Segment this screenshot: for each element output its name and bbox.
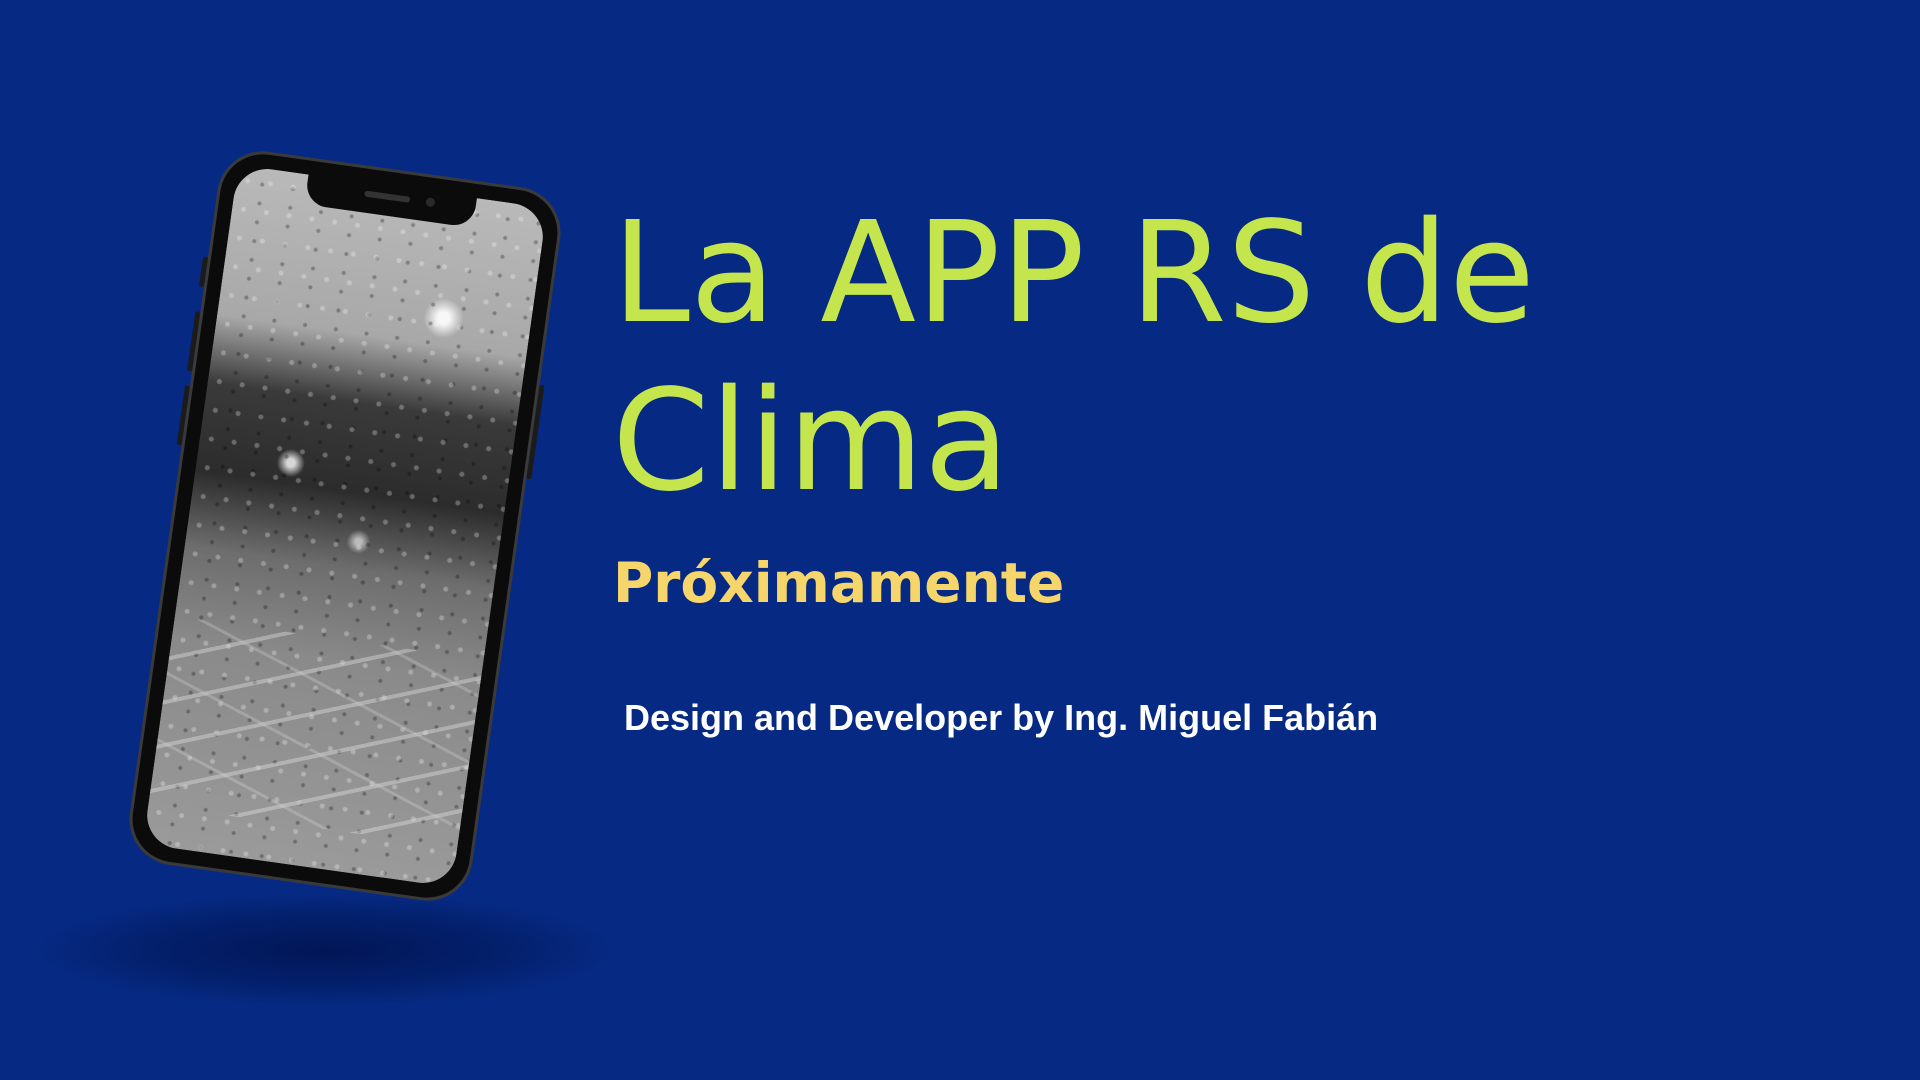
slide-subtitle: Próximamente [613,551,1065,615]
phone-mute-switch [199,257,208,287]
camera-icon [425,197,435,207]
phone-volume-up [187,311,200,371]
smartphone-icon [124,145,567,906]
phone-illustration [150,150,590,900]
slide-title: La APP RS de Clima [612,192,1536,523]
credit-line: Design and Developer by Ing. Miguel Fabián [624,697,1379,738]
phone-power-button [526,385,544,480]
phone-volume-down [177,385,190,445]
speaker-icon [364,191,410,203]
phone-shadow [40,895,610,1005]
